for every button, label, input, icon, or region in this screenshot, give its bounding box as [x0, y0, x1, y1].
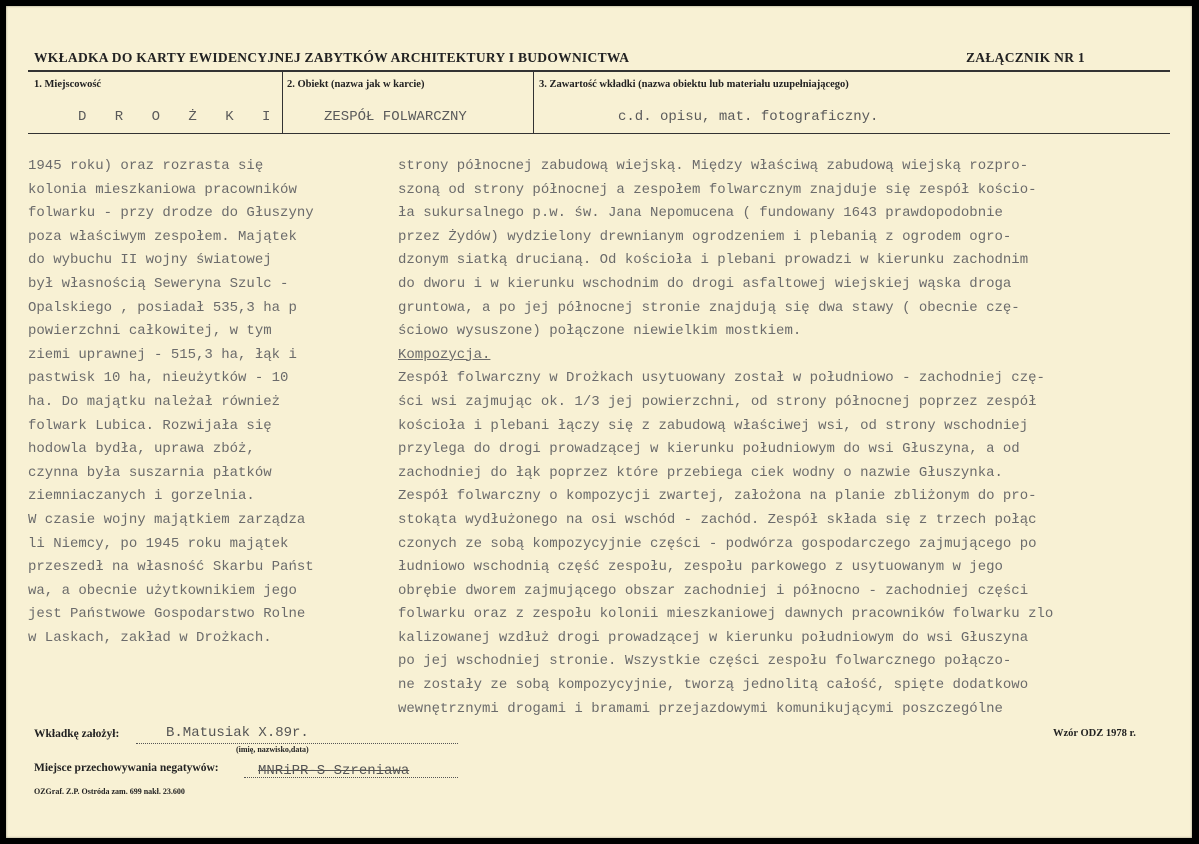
object-label: 2. Obiekt (nazwa jak w karcie) [287, 79, 425, 90]
header-rule [28, 70, 1170, 72]
text-line: Zespół folwarczny o kompozycji zwartej, założona na planie zbliżonym do pro- [398, 488, 1037, 505]
object-value: ZESPÓŁ FOLWARCZNY [324, 109, 467, 125]
fields-rule [28, 133, 1170, 134]
insert-author-value: B.Matusiak X.89r. [166, 725, 309, 741]
text-line: strony północnej zabudową wiejską. Między właściwą zabudową wiejską rozpro- [398, 158, 1029, 174]
negatives-label: Miejsce przechowywania negatywów: [34, 762, 219, 774]
text-line: przez Żydów) wydzielony drewnianym ogrodzeniem i plebanią z ogrodem ogro- [398, 228, 1012, 245]
card-title: WKŁADKA DO KARTY EWIDENCYJNEJ ZABYTKÓW ARCHITEKTURY I BUDOWNICTWA [34, 50, 630, 65]
field-divider-2 [533, 72, 534, 134]
text-line: obrębie dworem zajmującego obszar zachodniej i północno - zachodniej części [398, 582, 1029, 599]
text-line: Kompozycja. [398, 346, 491, 363]
negatives-value: MNRiPR-S Szreniawa [258, 763, 410, 779]
text-line: poza właściwym zespołem. Majątek [28, 228, 297, 245]
contents-value: c.d. opisu, mat. fotograficzny. [618, 109, 879, 125]
field-divider-1 [282, 72, 283, 134]
text-line: zachodniej do łąk poprzez które przebiega ciek wodny o nazwie Głuszynka. [398, 464, 1003, 481]
description-left-column [28, 155, 368, 650]
text-line: ściowo wysuszone) połączone niewielkim mostkiem. [398, 323, 802, 340]
text-line: czonych ze sobą kompozycyjnie części - podwórza gospodarczego zajmującego po [398, 535, 1037, 552]
text-line: pastwisk 10 ha, nieużytków - 10 [28, 370, 289, 387]
text-line: folwarku - przy drodze do Głuszyny [28, 205, 314, 222]
text-line: 1945 roku) oraz rozrasta się [28, 158, 264, 174]
text-line: czynna była suszarnia płatków [28, 464, 272, 481]
record-card [6, 6, 1192, 838]
text-line: do wybuchu II wojny światowej [28, 252, 272, 269]
text-line: li Niemcy, po 1945 roku majątek [28, 535, 289, 552]
text-line: ziemniaczanych i gorzelnia. [28, 488, 255, 505]
text-line: kościoła i plebani łączy się z zabudową właściwej wsi, od strony wschodniej [398, 417, 1029, 434]
text-line: wa, a obecnie użytkownikiem jego [28, 582, 297, 599]
text-line: ści wsi zajmując ok. 1/3 jej powierzchni, od strony północnej poprzez zespół [398, 393, 1037, 410]
insert-author-label: Wkładkę założył: [34, 728, 120, 740]
text-line: wewnętrznymi drogami i bramami przejazdowymi komunikującymi poszczególne [398, 700, 1003, 717]
text-line: gruntowa, a po jej północnej stronie znajdują się dwa stawy ( obecnie czę- [398, 299, 1020, 316]
description-right-column [398, 155, 1178, 721]
text-line: przeszedł na własność Skarbu Państ [28, 559, 314, 576]
text-line: dzonym siatką drucianą. Od kościoła i plebani prowadzi w kierunku zachodnim [398, 252, 1029, 269]
text-line: szoną od strony północnej a zespołem folwarcznym znajduje się zespół kościo- [398, 181, 1037, 198]
locality-label: 1. Miejscowość [34, 79, 102, 90]
text-line: jest Państwowe Gospodarstwo Rolne [28, 606, 306, 623]
text-line: folwark Lubica. Rozwijała się [28, 417, 272, 434]
contents-label: 3. Zawartość wkładki (nazwa obiektu lub materiału uzupełniającego) [539, 79, 849, 90]
text-line: był własnością Seweryna Szulc - [28, 275, 289, 292]
text-line: łudniowo wschodnią część zespołu, zespołu parkowego z usytuowanym w jego [398, 559, 1003, 576]
insert-author-hint: (imię, nazwisko,data) [236, 745, 309, 754]
text-line: stokąta wydłużonego na osi wschód - zachód. Zespół składa się z trzech połąc [398, 511, 1037, 528]
text-line: przylega do drogi prowadzącej w kierunku południowym do wsi Głuszyna, a od [398, 441, 1020, 458]
text-line: ha. Do majątku należał również [28, 393, 281, 410]
text-line: po jej wschodniej stronie. Wszystkie części zespołu folwarcznego połączo- [398, 653, 1012, 670]
annex-number: ZAŁĄCZNIK NR 1 [966, 50, 1085, 65]
text-line: folwarku oraz z zespołu kolonii mieszkaniowej dawnych pracowników folwarku zlo [398, 606, 1054, 623]
text-line: Zespół folwarczny w Drożkach usytuowany został w południowo - zachodniej czę- [398, 370, 1045, 387]
text-line: w Laskach, zakład w Drożkach. [28, 629, 272, 646]
locality-value: D R O Ż K I [78, 109, 281, 125]
text-line: ła sukursalnego p.w. św. Jana Nepomucena ( fundowany 1643 prawdopodobnie [398, 205, 1003, 222]
text-line: ziemi uprawnej - 515,3 ha, łąk i [28, 346, 297, 363]
text-line: kolonia mieszkaniowa pracowników [28, 181, 297, 198]
insert-author-line [136, 743, 458, 744]
text-line: powierzchni całkowitej, w tym [28, 323, 272, 340]
text-line: W czasie wojny majątkiem zarządza [28, 511, 306, 528]
text-line: hodowla bydła, uprawa zbóż, [28, 441, 255, 458]
text-line: kalizowanej wzdłuż drogi prowadzącej w kierunku południowym do wsi Głuszyna [398, 629, 1029, 646]
pattern-note: Wzór ODZ 1978 r. [1053, 728, 1136, 739]
text-line: do dworu i w kierunku wschodnim do drogi asfaltowej wiejskiej wąska droga [398, 275, 1012, 292]
text-line: Opalskiego , posiadał 535,3 ha p [28, 299, 297, 316]
printer-note: OZGraf. Z.P. Ostróda zam. 699 nakł. 23.600 [34, 787, 185, 796]
text-line: ne zostały ze sobą kompozycyjnie, tworzą jednolitą całość, spięte dodatkowo [398, 677, 1029, 694]
